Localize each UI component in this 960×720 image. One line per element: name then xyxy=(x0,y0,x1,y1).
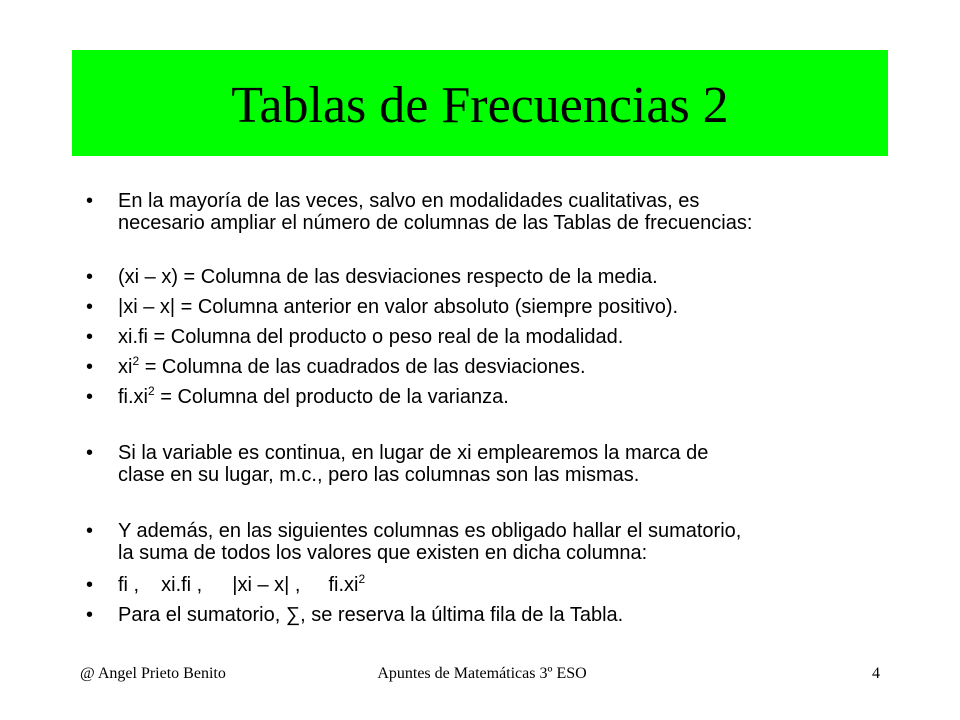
bullet-sum-row-text: Para el sumatorio, ∑, se reserva la última fila de la Tabla. xyxy=(118,604,624,626)
bullet-deviations-text: (xi – x) = Columna de las desviaciones respecto de la media. xyxy=(118,266,658,288)
bullet-sum-columns xyxy=(86,574,886,596)
bullet-dot-icon: • xyxy=(86,266,94,288)
bullet-squares-var: xi xyxy=(118,356,133,378)
bullet-squares xyxy=(86,356,886,378)
bullet-sum-required-line1: Y además, en las siguientes columnas es obligado hallar el sumatorio, xyxy=(118,520,742,542)
footer-author: @ Angel Prieto Benito xyxy=(80,665,226,682)
bullet-dot-icon: • xyxy=(86,604,94,626)
bullet-intro-line2: necesario ampliar el número de columnas de las Tablas de frecuencias: xyxy=(118,212,753,234)
bullet-absolute xyxy=(86,296,886,318)
bullet-continuous xyxy=(86,442,886,486)
bullet-dot-icon: • xyxy=(86,326,94,348)
bullet-dot-icon: • xyxy=(86,442,94,464)
bullet-sum-required xyxy=(86,520,886,564)
bullet-dot-icon: • xyxy=(86,386,94,408)
sum-column-fi: fi , xyxy=(118,574,140,596)
bullet-sum-row xyxy=(86,604,886,626)
bullet-squares-exponent: 2 xyxy=(132,354,140,368)
bullet-squares-text: = Columna de las cuadrados de las desviaciones. xyxy=(139,356,586,378)
bullet-dot-icon: • xyxy=(86,190,94,212)
bullet-sum-required-line2: la suma de todos los valores que existen en dicha columna: xyxy=(118,542,648,564)
sum-column-fixi: fi.xi xyxy=(328,574,359,596)
bullet-deviations xyxy=(86,266,886,288)
bullet-dot-icon: • xyxy=(86,520,94,542)
bullet-intro xyxy=(86,190,886,234)
footer-course: Apuntes de Matemáticas 3º ESO xyxy=(377,665,587,682)
bullet-dot-icon: • xyxy=(86,574,94,596)
slide-title: Tablas de Frecuencias 2 xyxy=(231,77,729,134)
sum-column-fixi-exponent: 2 xyxy=(358,572,366,586)
bullet-dot-icon: • xyxy=(86,356,94,378)
bullet-variance xyxy=(86,386,886,408)
bullet-dot-icon: • xyxy=(86,296,94,318)
bullet-variance-exponent: 2 xyxy=(148,384,155,398)
bullet-continuous-line1: Si la variable es continua, en lugar de xi emplearemos la marca de xyxy=(118,442,709,464)
bullet-intro-line1: En la mayoría de las veces, salvo en modalidades cualitativas, es xyxy=(118,190,700,212)
bullet-product xyxy=(86,326,886,348)
footer-page-number: 4 xyxy=(872,665,880,682)
bullet-continuous-line2: clase en su lugar, m.c., pero las columnas son las mismas. xyxy=(118,464,640,486)
bullet-variance-text: = Columna del producto de la varianza. xyxy=(154,386,509,408)
bullet-variance-var: fi.xi xyxy=(118,386,148,408)
title-banner xyxy=(72,50,888,156)
sum-column-abs: |xi – x| , xyxy=(232,574,301,596)
sum-column-xifi: xi.fi , xyxy=(161,574,203,596)
bullet-absolute-text: |xi – x| = Columna anterior en valor absoluto (siempre positivo). xyxy=(118,296,679,318)
bullet-product-text: xi.fi = Columna del producto o peso real de la modalidad. xyxy=(118,326,624,348)
